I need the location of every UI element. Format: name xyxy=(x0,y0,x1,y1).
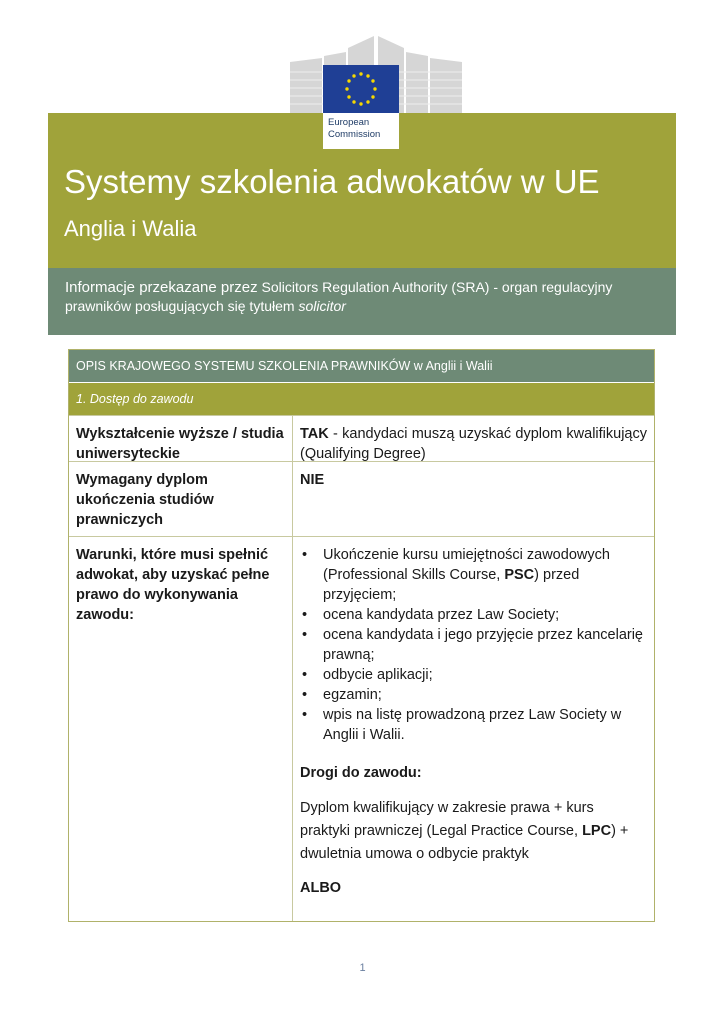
logo-line-1: European xyxy=(328,117,370,128)
item-text: ) przed przyjęciem; xyxy=(323,567,580,603)
albo-label: ALBO xyxy=(300,880,342,896)
route-description xyxy=(300,797,647,866)
logo-text xyxy=(328,117,380,141)
list-item xyxy=(300,545,647,605)
info-italic: solicitor xyxy=(298,298,346,314)
table-row xyxy=(69,415,654,461)
routes-heading: Drogi do zawodu: xyxy=(300,765,422,781)
section-heading: 1. Dostęp do zawodu xyxy=(69,382,654,415)
info-prefix: Informacje przekazane przez xyxy=(65,279,258,296)
value-bold: NIE xyxy=(300,472,325,488)
row-label: Warunki, które musi spełnić adwokat, aby uzyskać pełne prawo do wykonywania zawodu: xyxy=(69,537,293,921)
training-system-table xyxy=(68,349,655,922)
row-value xyxy=(293,416,654,461)
list-item: • ocena kandydata przez Law Society; xyxy=(300,605,647,625)
row-label: Wymagany dyplom ukończenia studiów prawniczych xyxy=(69,462,293,536)
info-text xyxy=(65,278,645,316)
table-header: OPIS KRAJOWEGO SYSTEMU SZKOLENIA PRAWNIKÓW w Anglii i Walii xyxy=(69,350,654,382)
item-bold: PSC xyxy=(504,567,535,583)
info-band xyxy=(48,268,676,335)
page-subtitle: Anglia i Walia xyxy=(64,216,197,241)
value-bold: TAK xyxy=(300,426,329,442)
row-label: Wykształcenie wyższe / studia uniwersyteckie xyxy=(69,416,293,461)
item-text: Ukończenie kursu umiejętności zawodowych (Professional Skills Course, xyxy=(323,547,610,583)
logo-line-2: Commission xyxy=(328,129,381,140)
page-title: Systemy szkolenia adwokatów w UE xyxy=(64,163,600,200)
route-text: ) + dwuletnia umowa o odbycie praktyk xyxy=(300,823,629,862)
info-rest: Solicitors Regulation Authority (SRA) - organ regulacyjny prawników posługujących się tytułem xyxy=(65,279,613,314)
row-value xyxy=(293,462,654,536)
list-item: • odbycie aplikacji; xyxy=(300,665,647,685)
route-bold: LPC xyxy=(582,823,612,839)
requirements-list xyxy=(300,545,647,745)
table-row xyxy=(69,461,654,536)
page-number: 1 xyxy=(359,962,366,974)
value-text: - kandydaci muszą uzyskać dyplom kwalifikujący (Qualifying Degree) xyxy=(300,426,647,462)
row-value xyxy=(293,537,654,921)
route-text: Dyplom kwalifikujący w zakresie prawa + kurs praktyki prawniczej (Legal Practice Course, xyxy=(300,800,594,839)
table-row xyxy=(69,536,654,921)
list-item: • ocena kandydata i jego przyjęcie przez kancelarię prawną; xyxy=(300,625,647,665)
list-item: • egzamin; xyxy=(300,685,647,705)
list-item: • wpis na listę prowadzoną przez Law Society w Anglii i Walii. xyxy=(300,705,647,745)
